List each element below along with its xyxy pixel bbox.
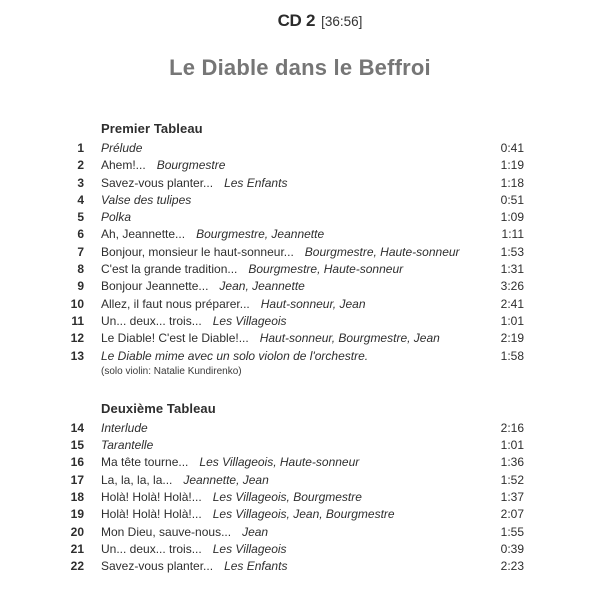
track-title: Prélude — [101, 141, 143, 155]
track-main — [101, 348, 493, 378]
track-performers: Jean, Jeannette — [219, 279, 305, 294]
track-performers: Haut-sonneur, Bourgmestre, Jean — [259, 331, 440, 346]
track-row — [64, 278, 524, 295]
track-performers: Haut-sonneur, Jean — [260, 296, 366, 311]
track-performers: Les Villageois — [212, 313, 287, 328]
track-title: Bonjour, monsieur le haut-sonneur... — [101, 244, 294, 259]
track-number: 18 — [70, 490, 84, 505]
track-main — [101, 296, 493, 313]
tableau-section — [64, 400, 524, 576]
track-row — [64, 558, 524, 575]
track-number: 19 — [70, 507, 84, 522]
track-time: 1:52 — [500, 472, 524, 487]
track-time: 0:41 — [500, 141, 524, 155]
track-time: 1:01 — [500, 313, 524, 328]
track-title: Interlude — [101, 420, 148, 435]
track-main — [101, 506, 493, 523]
track-main — [101, 261, 493, 278]
track-number: 15 — [70, 438, 84, 453]
track-title: Valse des tulipes — [101, 192, 192, 207]
tracklist — [64, 120, 524, 576]
track-number: 9 — [77, 279, 84, 294]
track-row — [64, 226, 524, 243]
track-row — [64, 313, 524, 330]
track-main — [101, 524, 493, 541]
track-main — [101, 278, 493, 295]
section-heading: Deuxième Tableau — [101, 400, 216, 416]
track-title: Un... deux... trois... — [101, 313, 202, 328]
track-row — [64, 524, 524, 541]
track-time: 1:11 — [501, 227, 524, 242]
track-number: 11 — [71, 313, 84, 328]
track-time: 0:51 — [500, 192, 524, 207]
track-main — [101, 209, 493, 226]
track-number: 12 — [70, 331, 84, 346]
track-number: 2 — [77, 158, 84, 173]
track-main — [101, 420, 493, 437]
track-time: 1:37 — [500, 490, 524, 505]
track-row — [64, 140, 524, 157]
section-heading: Premier Tableau — [101, 121, 203, 136]
track-performers: Bourgmestre — [156, 158, 226, 173]
track-row — [64, 472, 524, 489]
track-title: Le Diable mime avec un solo violon de l'orchestre. — [101, 348, 369, 363]
track-main — [101, 157, 493, 174]
cd-total-time: [36:56] — [321, 14, 363, 29]
track-main — [101, 140, 493, 157]
cd-label: CD 2 — [277, 11, 316, 30]
track-title: Savez-vous planter... — [101, 559, 214, 574]
track-main — [101, 244, 493, 261]
track-number: 10 — [70, 296, 84, 311]
track-main — [101, 226, 494, 243]
track-performers: Les Villageois, Jean, Bourgmestre — [212, 507, 395, 522]
track-title: Mon Dieu, sauve-nous... — [101, 524, 232, 539]
track-time: 2:23 — [500, 559, 524, 574]
track-row — [64, 454, 524, 471]
track-time: 1:36 — [500, 455, 524, 470]
track-performers: Bourgmestre, Jeannette — [196, 227, 325, 242]
track-title: La, la, la, la... — [101, 472, 173, 487]
album-title: Le Diable dans le Beffroi — [169, 55, 431, 80]
track-number: 22 — [70, 559, 84, 574]
track-performers: Les Enfants — [224, 559, 288, 574]
track-row — [64, 209, 524, 226]
track-time: 1:01 — [500, 438, 524, 453]
track-row — [64, 261, 524, 278]
track-main — [101, 489, 493, 506]
track-time: 2:16 — [500, 420, 524, 435]
track-time: 2:07 — [500, 507, 524, 522]
track-main — [101, 472, 493, 489]
track-row — [64, 244, 524, 261]
track-main — [101, 454, 493, 471]
track-title: Ah, Jeannette... — [101, 227, 186, 242]
track-title: Allez, il faut nous préparer... — [101, 296, 250, 311]
track-title: Polka — [101, 210, 132, 225]
track-number: 8 — [77, 262, 84, 277]
cd-header — [20, 11, 600, 31]
track-number: 1 — [77, 141, 84, 155]
track-number: 17 — [70, 472, 84, 487]
track-row — [64, 157, 524, 174]
track-time: 1:31 — [500, 262, 524, 277]
track-time: 0:39 — [500, 541, 524, 556]
track-row — [64, 330, 524, 347]
track-row — [64, 489, 524, 506]
track-row — [64, 541, 524, 558]
track-title: C'est la grande tradition... — [101, 262, 238, 277]
track-number: 7 — [77, 244, 84, 259]
track-title: Holà! Holà! Holà!... — [101, 490, 202, 505]
track-number: 13 — [70, 348, 84, 363]
track-main — [101, 558, 493, 575]
track-main — [101, 175, 493, 192]
track-time: 3:26 — [500, 279, 524, 294]
track-note: (solo violin: Natalie Kundirenko) — [101, 365, 242, 377]
track-row — [64, 296, 524, 313]
track-main — [101, 541, 493, 558]
track-time: 1:53 — [500, 244, 524, 259]
track-title: Tarantelle — [101, 438, 154, 453]
track-time: 1:58 — [500, 348, 524, 363]
track-number: 3 — [77, 175, 84, 190]
track-main — [101, 313, 493, 330]
track-number: 16 — [70, 455, 84, 470]
track-title: Bonjour Jeannette... — [101, 279, 209, 294]
track-row — [64, 506, 524, 523]
track-performers: Bourgmestre, Haute-sonneur — [248, 262, 404, 277]
track-number: 14 — [70, 420, 84, 435]
track-time: 1:55 — [500, 524, 524, 539]
track-number: 5 — [77, 210, 84, 225]
track-performers: Jeannette, Jean — [183, 472, 269, 487]
track-row — [64, 175, 524, 192]
track-title: Savez-vous planter... — [101, 175, 214, 190]
track-performers: Les Villageois, Bourgmestre — [212, 490, 362, 505]
track-main — [101, 192, 493, 209]
track-time: 1:09 — [500, 210, 524, 225]
track-title: Le Diable! C'est le Diable!... — [101, 331, 249, 346]
track-time: 1:18 — [500, 175, 524, 190]
track-performers: Jean — [242, 524, 269, 539]
track-time: 1:19 — [500, 158, 524, 173]
track-title: Holà! Holà! Holà!... — [101, 507, 202, 522]
track-number: 20 — [70, 524, 84, 539]
track-title: Un... deux... trois... — [101, 541, 202, 556]
track-row — [64, 192, 524, 209]
track-performers: Bourgmestre, Haute-sonneur — [304, 244, 460, 259]
tableau-section — [64, 120, 524, 378]
track-performers: Les Enfants — [224, 175, 288, 190]
track-number: 6 — [77, 227, 84, 242]
track-title: Ahem!... — [101, 158, 146, 173]
track-time: 2:19 — [500, 331, 524, 346]
track-main — [101, 330, 493, 347]
track-row — [64, 420, 524, 437]
track-row — [64, 437, 524, 454]
track-title: Ma tête tourne... — [101, 455, 189, 470]
track-performers: Les Villageois, Haute-sonneur — [199, 455, 360, 470]
track-row — [64, 348, 524, 378]
track-time: 2:41 — [500, 296, 524, 311]
track-number: 4 — [77, 192, 84, 207]
track-number: 21 — [70, 541, 84, 556]
track-performers: Les Villageois — [212, 541, 287, 556]
track-main — [101, 437, 493, 454]
